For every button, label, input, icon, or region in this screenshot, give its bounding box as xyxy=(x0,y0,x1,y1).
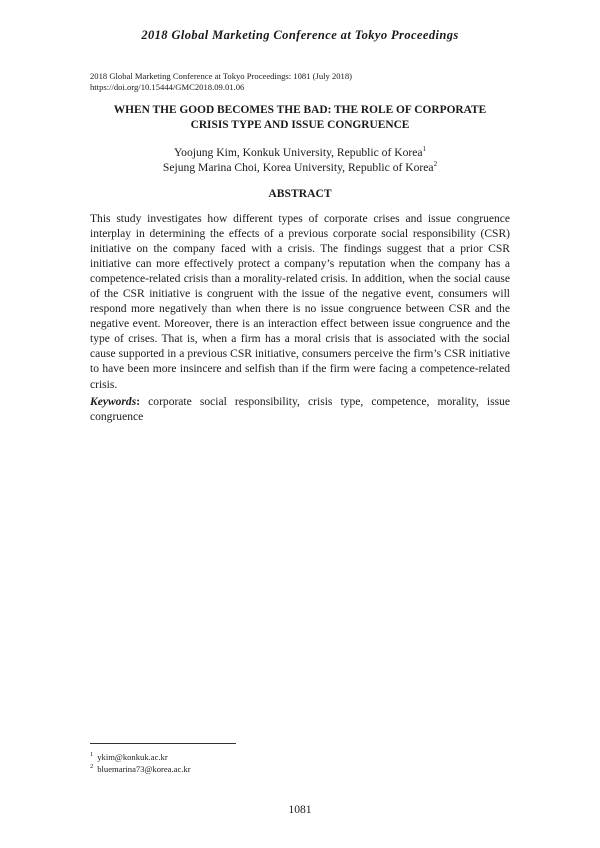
keywords-text: corporate social responsibility, crisis type, competence, morality, issue congruence xyxy=(90,396,510,424)
footnote-divider xyxy=(90,743,236,744)
footnote-2-email[interactable]: bluemarina73@korea.ac.kr xyxy=(97,763,191,774)
footnote-2 xyxy=(90,764,191,776)
page-number: 1081 xyxy=(288,803,312,816)
citation-line: 2018 Global Marketing Conference at Tokyo Proceedings: 1081 (July 2018) xyxy=(90,71,353,81)
doi-link[interactable]: https://doi.org/10.15444/GMC2018.09.01.06 xyxy=(90,82,245,92)
author-list xyxy=(60,146,540,175)
footnote-1 xyxy=(90,752,191,764)
author-2 xyxy=(60,161,540,176)
abstract-heading: ABSTRACT xyxy=(268,187,332,200)
keywords-paragraph xyxy=(90,395,510,425)
author-2-text: Sejung Marina Choi, Korea University, Republic of Korea xyxy=(162,160,434,174)
author-1-footnote-mark[interactable]: 1 xyxy=(422,145,427,154)
author-1 xyxy=(60,146,540,161)
keywords-label: Keywords xyxy=(90,396,137,408)
author-1-text: Yoojung Kim, Konkuk University, Republic of Korea xyxy=(173,146,423,159)
author-2-footnote-mark[interactable]: 2 xyxy=(433,159,438,168)
running-header: 2018 Global Marketing Conference at Tokyo Proceedings xyxy=(141,28,459,42)
footnotes xyxy=(90,752,191,775)
citation-block xyxy=(90,71,352,93)
paper-title xyxy=(60,103,540,132)
footnote-2-mark: 2 xyxy=(90,762,94,770)
footnote-1-email[interactable]: ykim@konkuk.ac.kr xyxy=(97,752,168,762)
abstract-body: This study investigates how different types of corporate crises and issue congruence interplay in determining the effects of a previous corporate social responsibility (CSR) initiative on the company faced with a crisis. The findings suggest that a prior CSR initiative can more effectively protect a company’s reputation when the company has a competence-related crisis than a morality-related crisis. In addition, when the social cause of the CSR initiative is congruent with the issue of the negative event, consumers will respond more negatively than when there is no issue congruence between CSR and the negative event. Moreover, there is an interaction effect between issue congruence and the type of crises. That is, when a firm has a moral crisis that is associated with the social cause supported in a previous CSR initiative, consumers perceive the firm’s CSR initiative to have been more insincere and selfish than if the firm were facing a competence-related crisis. xyxy=(90,213,510,391)
title-line-1: WHEN THE GOOD BECOMES THE BAD: THE ROLE OF CORPORATE xyxy=(113,104,487,116)
footnote-1-mark: 1 xyxy=(90,751,94,759)
keywords-separator: : xyxy=(136,396,141,408)
title-line-2: CRISIS TYPE AND ISSUE CONGRUENCE xyxy=(190,118,410,131)
